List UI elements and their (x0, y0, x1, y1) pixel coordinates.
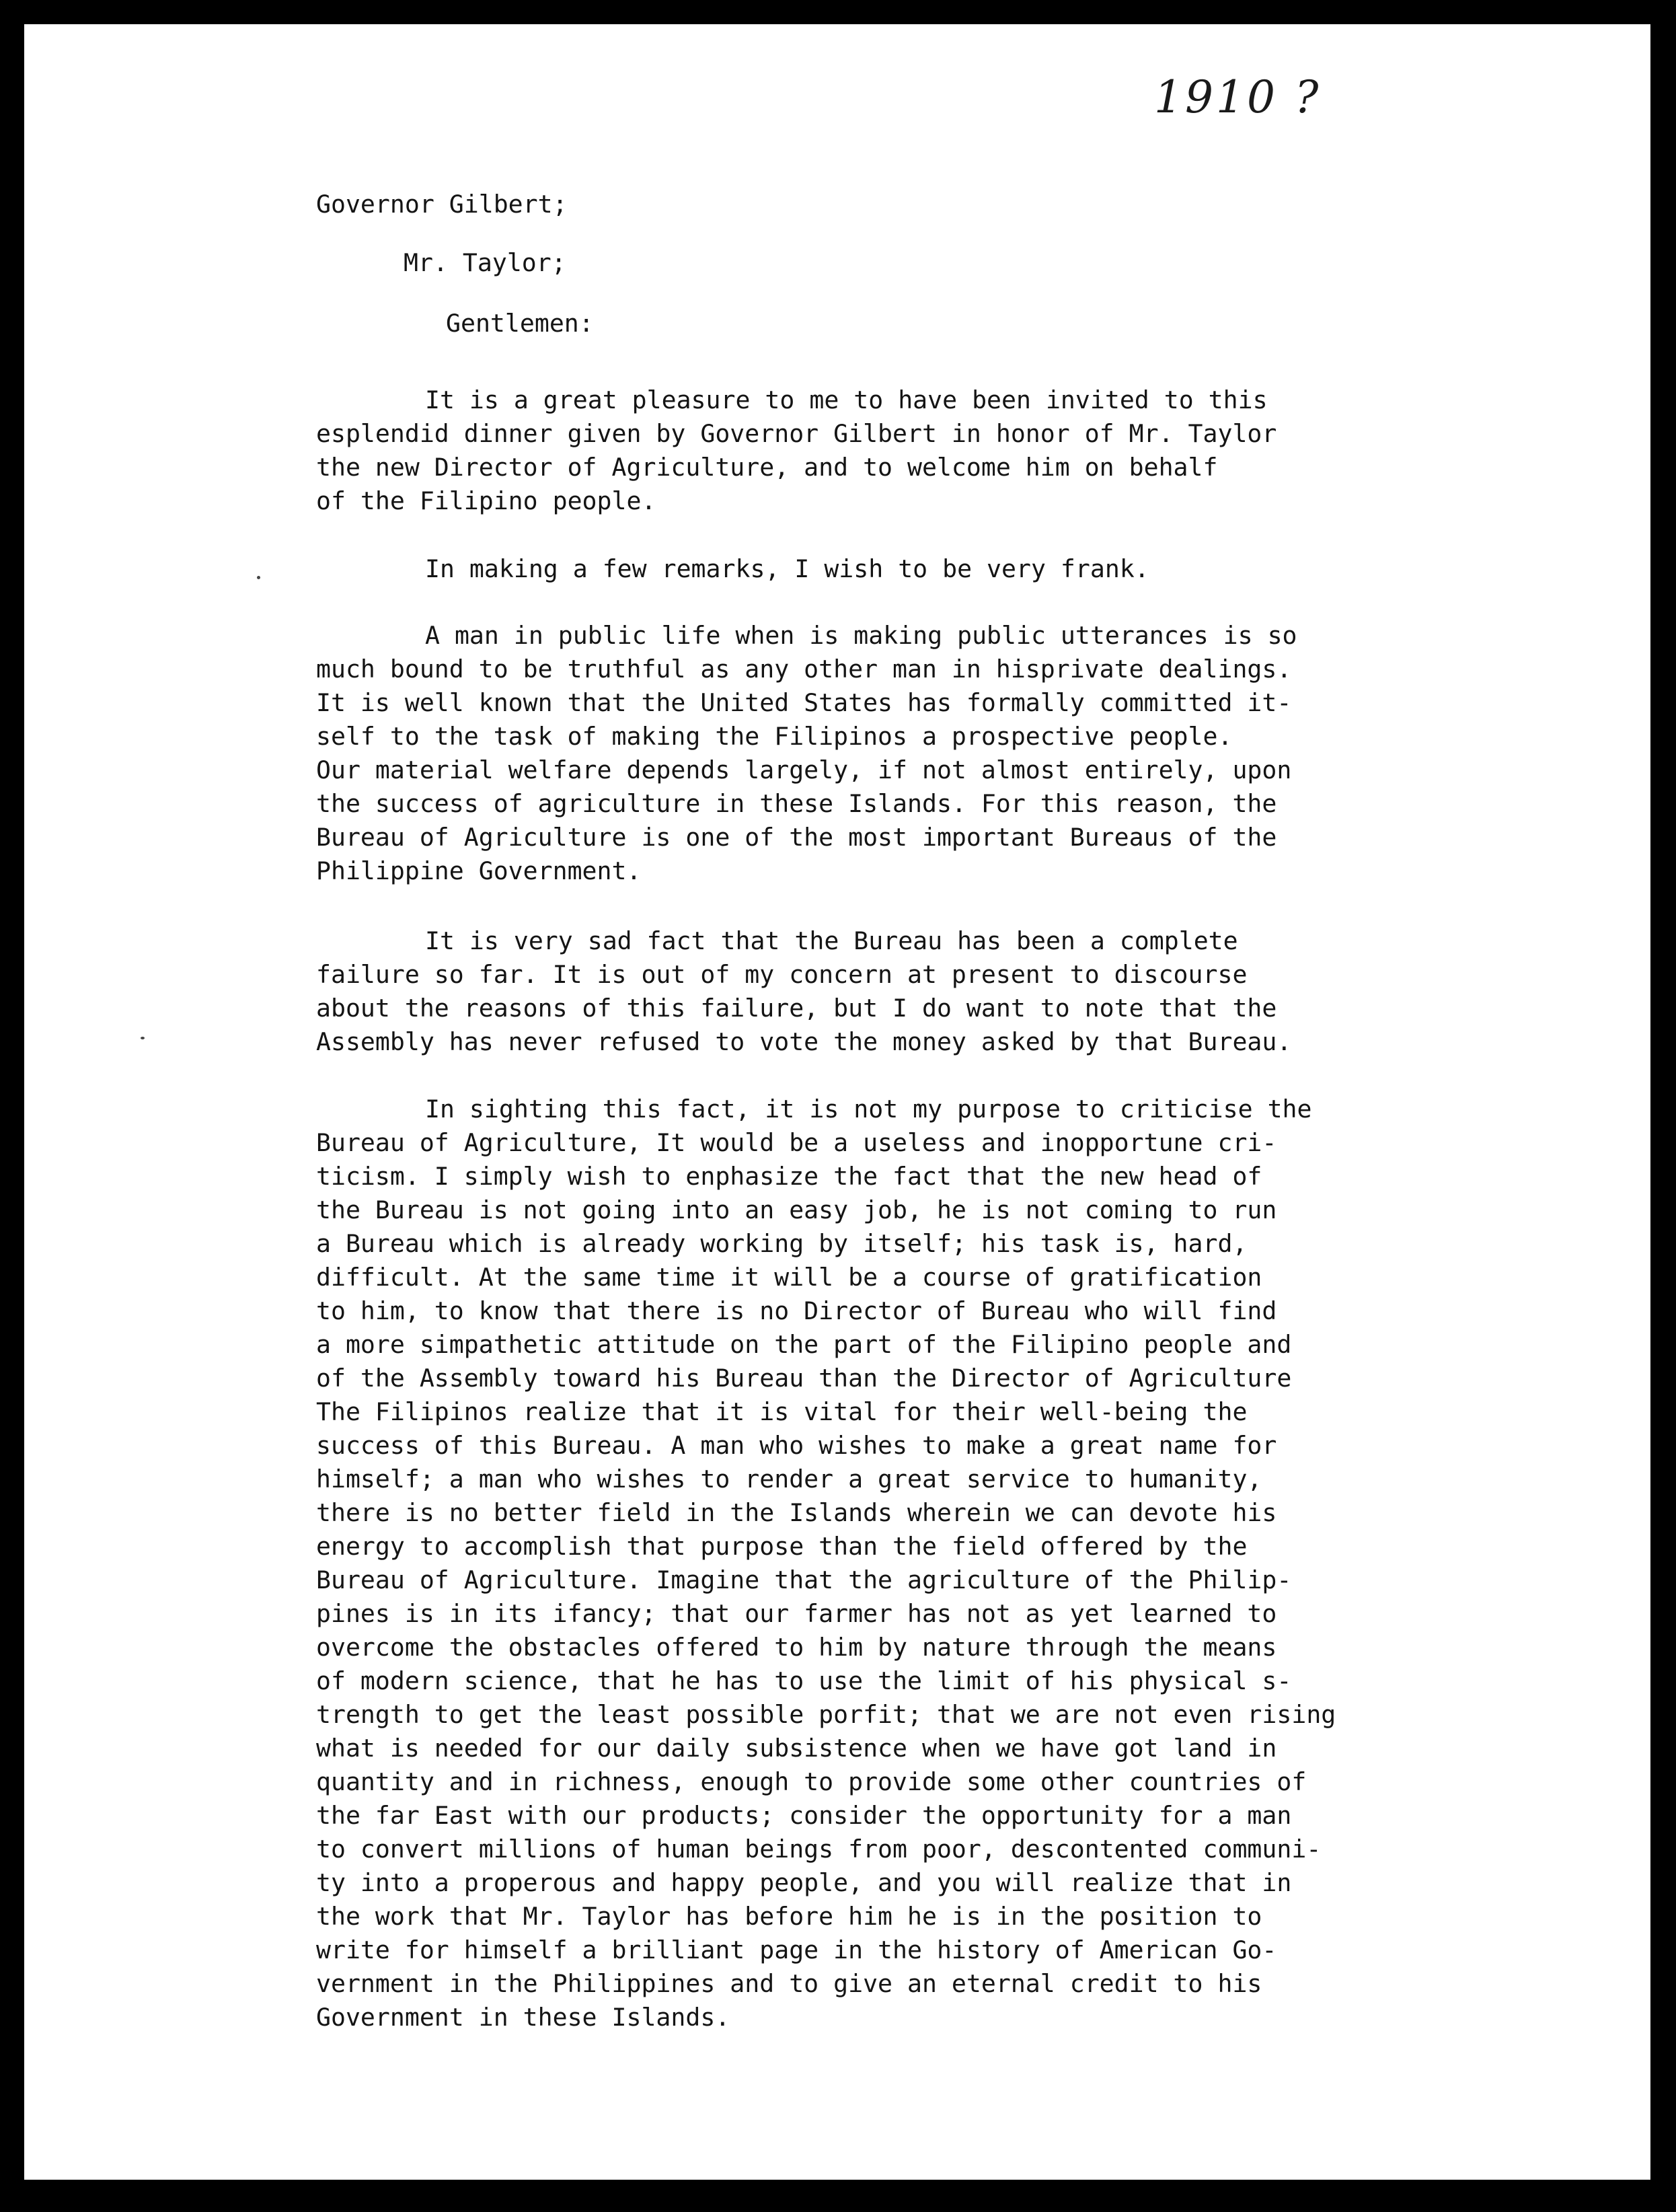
paragraph-line: Philippine Government. (316, 856, 642, 885)
paragraph-line: the success of agriculture in these Islands. For this reason, the (316, 789, 1277, 818)
scan-speck (257, 576, 260, 579)
paragraph-line: a more simpathetic attitude on the part of the Filipino people and (316, 1330, 1292, 1359)
paragraph-line: Assembly has never refused to vote the money asked by that Bureau. (316, 1027, 1292, 1056)
paragraph-line: pines is in its ifancy; that our farmer has not as yet learned to (316, 1599, 1277, 1628)
paragraph-line: the far East with our products; consider the opportunity for a man (316, 1801, 1292, 1830)
paragraph-line: esplendid dinner given by Governor Gilbert in honor of Mr. Taylor (316, 419, 1277, 448)
paragraph-line: of modern science, that he has to use the limit of his physical s- (316, 1666, 1292, 1695)
paragraph-line: trength to get the least possible porfit; that we are not even rising (316, 1700, 1336, 1729)
paragraph-line: It is very sad fact that the Bureau has been a complete (425, 926, 1238, 955)
paragraph-line: Our material welfare depends largely, if not almost entirely, upon (316, 755, 1292, 784)
paragraph-line: to him, to know that there is no Director of Bureau who will find (316, 1296, 1277, 1325)
paragraph-line: Government in these Islands. (316, 2003, 730, 2032)
paragraph-line: self to the task of making the Filipinos a prospective people. (316, 722, 1233, 751)
paragraph-line: ticism. I simply wish to enphasize the fact that the new head of (316, 1162, 1262, 1191)
paragraph-line: failure so far. It is out of my concern at present to discourse (316, 960, 1248, 989)
paragraph-line: of the Filipino people. (316, 486, 656, 515)
salutation-governor: Governor Gilbert; (316, 190, 568, 219)
paragraph-line: It is a great pleasure to me to have been invited to this (425, 385, 1268, 414)
paragraph-line: about the reasons of this failure, but I do want to note that the (316, 994, 1277, 1023)
paragraph-line: much bound to be truthful as any other man in hisprivate dealings. (316, 655, 1292, 684)
paragraph-line: In making a few remarks, I wish to be very frank. (425, 554, 1149, 583)
paragraph-line: difficult. At the same time it will be a course of gratification (316, 1263, 1262, 1292)
paragraph-line: Bureau of Agriculture. Imagine that the agriculture of the Philip- (316, 1565, 1292, 1594)
paragraph-line: overcome the obstacles offered to him by nature through the means (316, 1633, 1277, 1662)
paragraph-line: ty into a properous and happy people, and you will realize that in (316, 1868, 1292, 1897)
paragraph-line: there is no better field in the Islands wherein we can devote his (316, 1498, 1277, 1527)
paragraph-line: A man in public life when is making public utterances is so (425, 621, 1297, 650)
paragraph-line: Bureau of Agriculture is one of the most important Bureaus of the (316, 823, 1277, 852)
paragraph-line: success of this Bureau. A man who wishes to make a great name for (316, 1431, 1277, 1460)
paragraph-line: the work that Mr. Taylor has before him he is in the position to (316, 1902, 1262, 1931)
handwritten-date-note: 1910 ? (1154, 71, 1322, 123)
paragraph-line: what is needed for our daily subsistence when we have got land in (316, 1734, 1277, 1763)
salutation-mr-taylor: Mr. Taylor; (404, 248, 566, 277)
paragraph-line: In sighting this fact, it is not my purpose to criticise the (425, 1095, 1312, 1123)
paragraph-line: the new Director of Agriculture, and to welcome him on behalf (316, 453, 1218, 482)
paragraph-line: a Bureau which is already working by itself; his task is, hard, (316, 1229, 1248, 1258)
paragraph-line: to convert millions of human beings from poor, descontented communi- (316, 1835, 1322, 1864)
paragraph-line: energy to accomplish that purpose than the field offered by the (316, 1532, 1248, 1561)
paragraph-line: It is well known that the United States has formally committed it- (316, 688, 1292, 717)
paragraph-line: The Filipinos realize that it is vital for their well-being the (316, 1397, 1248, 1426)
document-page (24, 24, 1650, 2180)
paragraph-line: the Bureau is not going into an easy job, he is not coming to run (316, 1195, 1277, 1224)
paragraph-line: of the Assembly toward his Bureau than the Director of Agriculture (316, 1364, 1292, 1393)
paragraph-line: write for himself a brilliant page in the history of American Go- (316, 1936, 1277, 1964)
scan-speck (141, 1037, 145, 1039)
paragraph-line: himself; a man who wishes to render a great service to humanity, (316, 1465, 1262, 1494)
salutation-gentlemen: Gentlemen: (446, 309, 594, 338)
paragraph-line: quantity and in richness, enough to provide some other countries of (316, 1767, 1307, 1796)
paragraph-line: Bureau of Agriculture, It would be a useless and inopportune cri- (316, 1128, 1277, 1157)
paragraph-line: vernment in the Philippines and to give an eternal credit to his (316, 1969, 1262, 1998)
